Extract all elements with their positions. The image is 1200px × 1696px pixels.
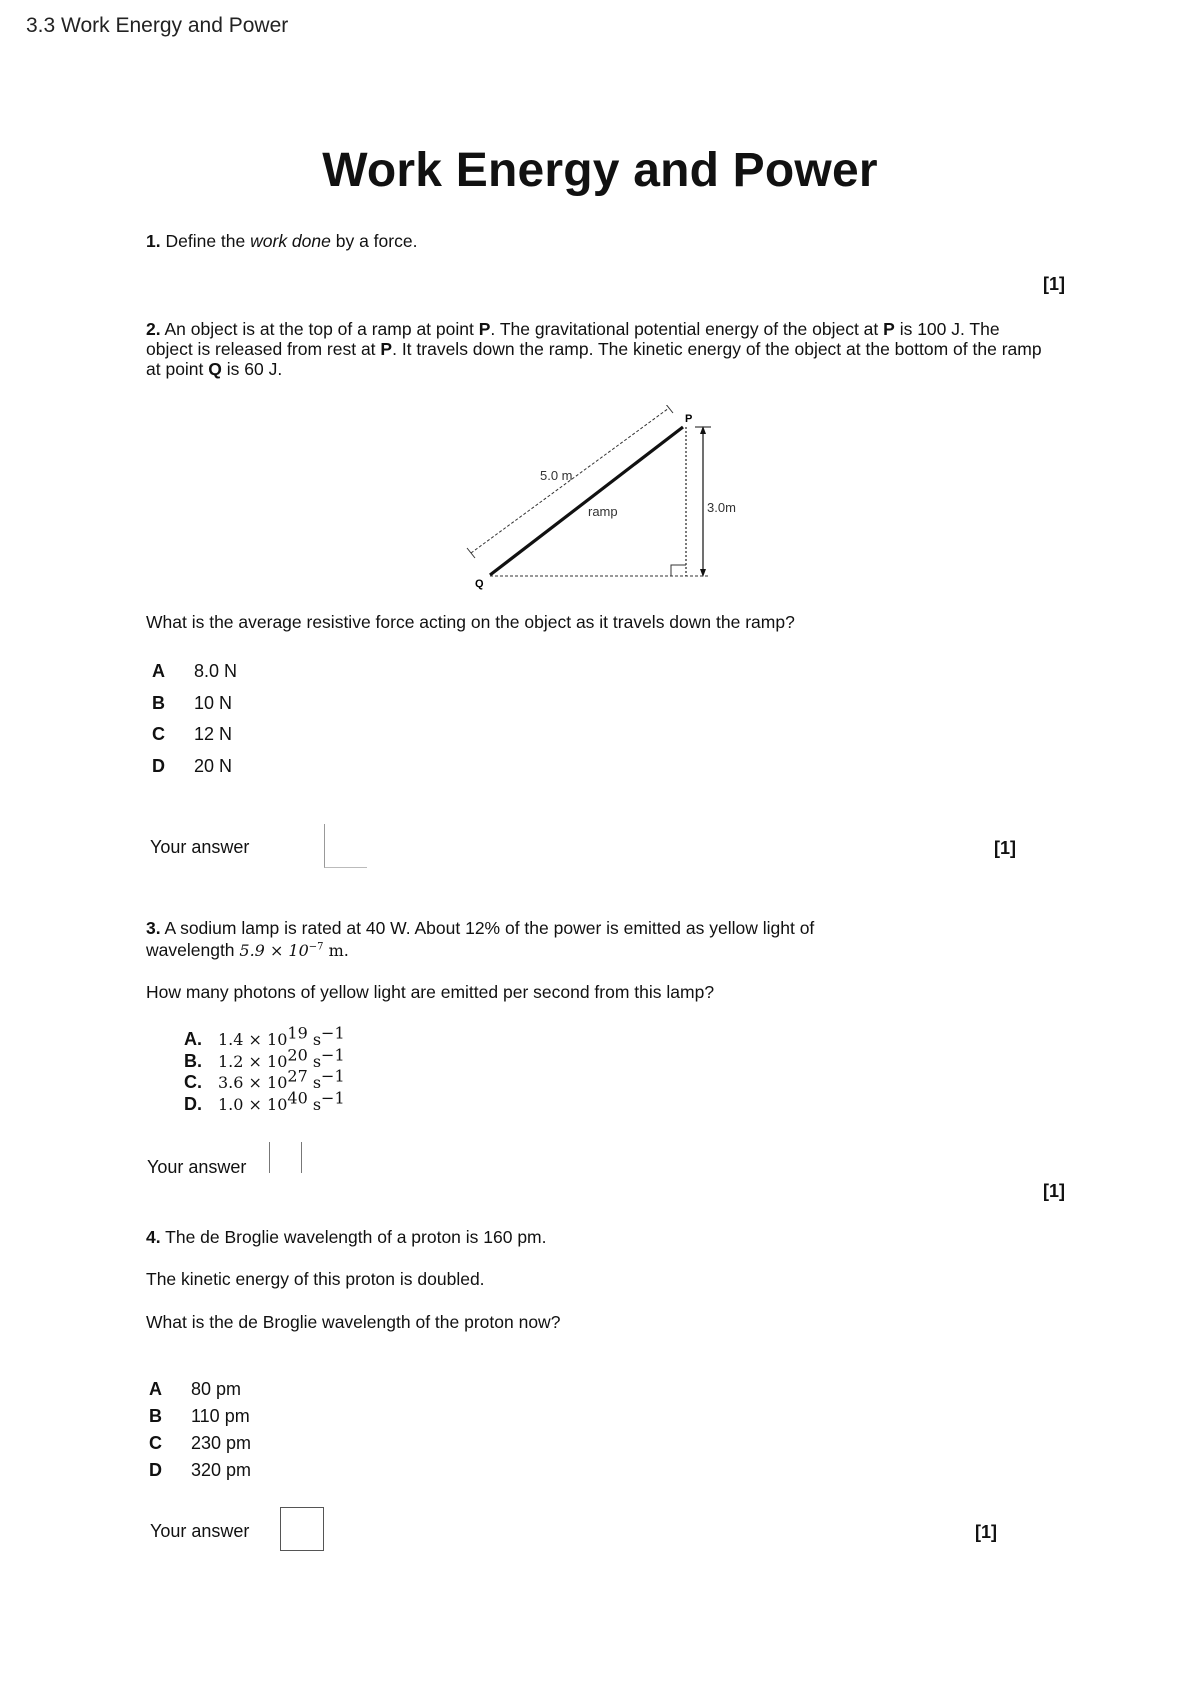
- option-unit-exp: −1: [321, 1023, 345, 1043]
- option-letter: D.: [184, 1094, 202, 1114]
- stem-part: is 60 J.: [221, 359, 283, 379]
- question-2-stem: [146, 319, 1051, 379]
- option-d[interactable]: [184, 1088, 345, 1115]
- option-b[interactable]: [149, 1406, 250, 1427]
- question-1-number: 1.: [146, 231, 161, 251]
- diagram-length-label: 5.0 m: [540, 468, 573, 483]
- option-letter: B: [149, 1406, 162, 1426]
- ramp-diagram: [455, 405, 745, 590]
- option-text: 10 N: [194, 693, 233, 713]
- option-c[interactable]: [152, 724, 232, 745]
- option-text: 12 N: [194, 724, 233, 744]
- right-angle-marker: [671, 565, 686, 576]
- option-text: 320 pm: [191, 1460, 252, 1480]
- stem-point: P: [883, 319, 895, 339]
- page-title: Work Energy and Power: [322, 144, 878, 197]
- question-4-answer-box[interactable]: [280, 1507, 324, 1551]
- stem-point: P: [478, 319, 491, 339]
- option-letter: D: [152, 756, 165, 776]
- option-mantissa: 1.2 × 10: [218, 1052, 288, 1071]
- stem-part: is 100 J. The object is released from rest at: [146, 319, 1000, 359]
- question-1: [146, 231, 417, 251]
- option-letter: A: [152, 661, 165, 681]
- question-3-answer-box[interactable]: [269, 1142, 302, 1173]
- option-letter: C: [149, 1433, 162, 1453]
- question-2-answer-box[interactable]: [324, 824, 367, 868]
- dimension-tick-low: [467, 548, 475, 558]
- question-1-italic: work done: [250, 231, 331, 251]
- option-exp: 27: [287, 1066, 308, 1086]
- diagram-height-label: 3.0m: [707, 500, 736, 515]
- question-2-answer-label: Your answer: [150, 837, 250, 857]
- sci-mantissa: 5.9 × 10: [239, 941, 309, 960]
- option-text: 110 pm: [191, 1406, 250, 1426]
- question-2-mark: [1]: [994, 838, 1016, 858]
- sci-unit: m.: [323, 941, 349, 960]
- question-3-answer-label: Your answer: [147, 1157, 247, 1177]
- question-3-wavelength: [239, 941, 348, 960]
- option-letter: C: [152, 724, 165, 744]
- ramp-line: [490, 427, 683, 575]
- option-text: 20 N: [194, 756, 233, 776]
- question-3-stem: [146, 918, 814, 938]
- option-mantissa: 1.4 × 10: [218, 1030, 288, 1049]
- sci-exp: −7: [308, 941, 324, 953]
- question-4-line2: The kinetic energy of this proton is doubled.: [146, 1269, 485, 1289]
- question-3-wavelength-prefix: wavelength: [146, 940, 240, 960]
- option-d[interactable]: [152, 756, 232, 777]
- option-text: 8.0 N: [194, 661, 238, 681]
- option-letter: C.: [184, 1072, 202, 1092]
- option-exp: 20: [287, 1045, 308, 1065]
- stem-part: . It travels down the ramp. The kinetic energy of the object at the bottom of the ramp at point: [146, 339, 1042, 379]
- question-3-number: 3.: [146, 918, 161, 938]
- option-mantissa: 1.0 × 10: [218, 1095, 288, 1114]
- stem-point: P: [380, 339, 393, 359]
- question-1-text-end: by a force.: [330, 231, 418, 251]
- question-4-prompt: What is the de Broglie wavelength of the proton now?: [146, 1312, 561, 1332]
- question-4-mark: [1]: [975, 1522, 997, 1542]
- option-letter: B.: [184, 1051, 202, 1071]
- option-letter: A: [149, 1379, 162, 1399]
- question-4-answer-label: Your answer: [150, 1521, 250, 1541]
- option-a[interactable]: [149, 1379, 241, 1400]
- option-letter: A.: [184, 1029, 202, 1049]
- stem-point: Q: [208, 359, 222, 379]
- question-4-text: The de Broglie wavelength of a proton is 160 pm.: [160, 1227, 547, 1247]
- option-letter: D: [149, 1460, 162, 1480]
- option-mantissa: 3.6 × 10: [218, 1073, 288, 1092]
- question-2-prompt: What is the average resistive force acting on the object as it travels down the ramp?: [146, 612, 795, 632]
- option-unit: s: [307, 1073, 322, 1092]
- option-a[interactable]: [152, 661, 237, 682]
- option-b[interactable]: [152, 693, 232, 714]
- question-3-text: A sodium lamp is rated at 40 W. About 12% of the power is emitted as yellow light of: [160, 918, 815, 938]
- question-4-number: 4.: [146, 1227, 161, 1247]
- stem-part: An object is at the top of a ramp at point: [160, 319, 479, 339]
- option-d[interactable]: [149, 1460, 251, 1481]
- option-unit: s: [307, 1095, 322, 1114]
- option-unit-exp: −1: [321, 1088, 345, 1108]
- question-3-stem-line2: [146, 940, 349, 961]
- option-unit: s: [307, 1052, 322, 1071]
- option-unit-exp: −1: [321, 1045, 345, 1065]
- question-1-mark: [1]: [1043, 274, 1065, 294]
- stem-part: . The gravitational potential energy of the object at: [490, 319, 884, 339]
- running-header: 3.3 Work Energy and Power: [26, 14, 289, 37]
- question-4-stem: [146, 1227, 547, 1247]
- option-c[interactable]: [149, 1433, 251, 1454]
- question-2-number: 2.: [146, 319, 161, 339]
- dimension-tick-high: [665, 405, 673, 413]
- question-3-prompt: How many photons of yellow light are emitted per second from this lamp?: [146, 982, 715, 1002]
- option-unit: s: [307, 1030, 322, 1049]
- diagram-ramp-label: ramp: [588, 504, 618, 519]
- option-text: 80 pm: [191, 1379, 242, 1399]
- diagram-label-p: P: [685, 413, 693, 425]
- option-unit-exp: −1: [321, 1066, 345, 1086]
- option-exp: 19: [287, 1023, 308, 1043]
- option-letter: B: [152, 693, 165, 713]
- question-1-text: Define the: [165, 231, 251, 251]
- option-exp: 40: [287, 1088, 308, 1108]
- question-3-mark: [1]: [1043, 1181, 1065, 1201]
- option-text: 230 pm: [191, 1433, 252, 1453]
- diagram-label-q: Q: [475, 578, 484, 590]
